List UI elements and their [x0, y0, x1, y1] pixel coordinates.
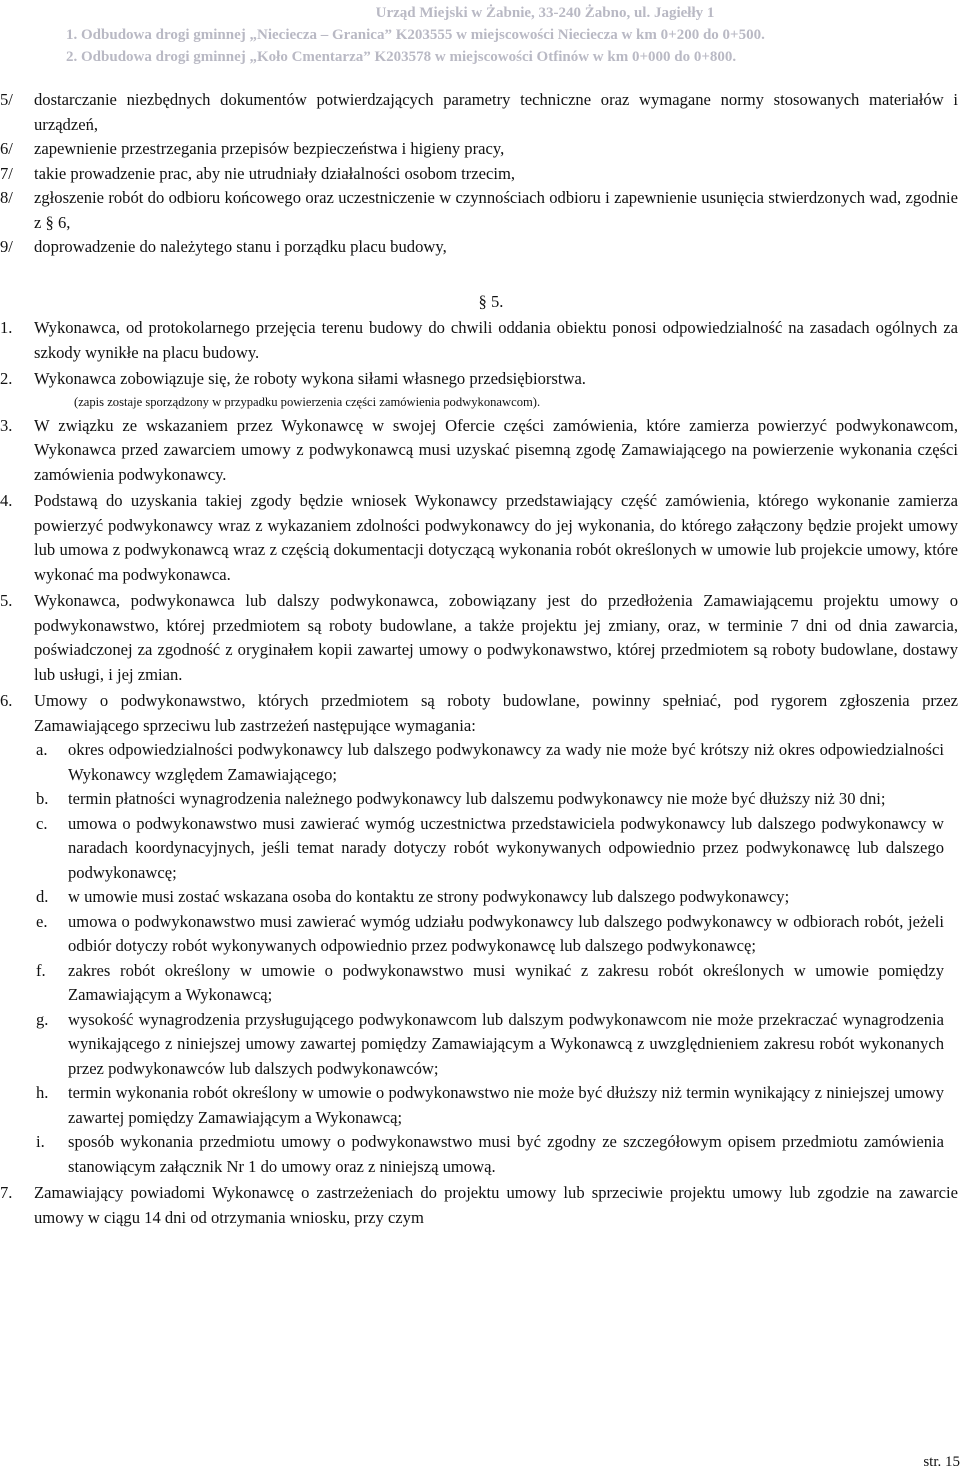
- requirement-item: [0, 959, 960, 1008]
- paragraph: [0, 316, 960, 365]
- item-number: 9/: [0, 237, 13, 256]
- list-item: [0, 235, 960, 260]
- item-letter: a.: [36, 740, 48, 759]
- paragraph: [0, 689, 960, 738]
- section-heading: § 5.: [478, 291, 504, 311]
- numbered-paragraphs-continued: [0, 1181, 960, 1230]
- paragraph-text: Wykonawca, podwykonawca lub dalszy podwykonawca, zobowiązany jest do przedłożenia Zamawiającemu projektu umowy o podwykonawstwo, której przedmiotem są roboty budowlane, a także projektu jej zmiany, oraz, w terminie 7 dni od dnia zawarcia, poświadczonej za zgodność z oryginałem kopii zawartej umowy o podwykonawstwo, której przedmiotem są roboty budowlane, dostawy lub usługi, i jej zmian.: [34, 591, 958, 684]
- item-letter: g.: [36, 1009, 49, 1029]
- paragraph-text: Podstawą do uzyskania takiej zgody będzie wniosek Wykonawcy przedstawiający część zamówienia, którego wykonanie zamierza powierzyć podwykonawcy wraz z wykazaniem zdolności podwykonawcy do jej wykonania, do którego załączony będzie projekt umowy lub umowa z podwykonawcą wraz z częścią dokumentacji dotyczącą wykonania robót określonych w umowie lub projekcie umowy, które wykonać ma podwykonawca.: [34, 491, 958, 584]
- paragraph-text: Umowy o podwykonawstwo, których przedmiotem są roboty budowlane, powinny spełniać, pod rygorem zgłoszenia przez Zamawiającego sprzeciwu lub zastrzeżeń następujące wymagania:: [34, 691, 958, 735]
- paragraph-text: W związku ze wskazaniem przez Wykonawcę w swojej Ofercie części zamówienia, które zamierza powierzyć podwykonawcom, Wykonawca przed zawarciem umowy z podwykonawcą musi uzyskać pisemną zgodę Zamawiającego na powierzenie wykonania części zamówienia podwykonawcy.: [34, 415, 958, 484]
- item-text: termin wykonania robót określony w umowie o podwykonawstwo nie może być dłuższy niż termin wynikający z niniejszej umowy zawartej pomiędzy Zamawiającym a Wykonawcą;: [68, 1083, 944, 1127]
- paragraph-number: 4.: [0, 491, 13, 510]
- item-text: w umowie musi zostać wskazana osoba do kontaktu ze strony podwykonawcy lub dalszego podwykonawcy;: [68, 887, 790, 906]
- item-letter: i.: [36, 1132, 45, 1151]
- requirement-item: [0, 1081, 960, 1130]
- item-letter: c.: [36, 813, 48, 833]
- item-text: umowa o podwykonawstwo musi zawierać wymóg uczestnictwa przedstawiciela podwykonawcy lub dalszego podwykonawcy w naradach koordynacyjnych, jeśli temat narady dotyczy robót wykonywanych odpowiednio przez podwykonawcę lub dalszego podwykonawcę;: [68, 813, 944, 882]
- header-project-1: 1. Odbudowa drogi gminnej „Niecieczа – Granica” K203555 w miejscowości Niecieczа w km 0+200 do 0+500.: [66, 27, 765, 43]
- item-letter: b.: [36, 789, 49, 808]
- paragraph-text: Zamawiający powiadomi Wykonawcę o zastrzeżeniach do projektu umowy lub sprzeciwie projektu umowy lub zgodzie na zawarcie umowy w ciągu 14 dni od otrzymania wniosku, przy czym: [34, 1183, 958, 1227]
- item-text: zapewnienie przestrzegania przepisów bezpieczeństwa i higieny pracy,: [34, 139, 505, 158]
- paragraph-number: 2.: [0, 369, 13, 388]
- paragraph: [0, 489, 960, 587]
- requirement-item: [0, 1130, 960, 1179]
- page-number: str. 15: [923, 1454, 960, 1470]
- item-letter: e.: [36, 911, 48, 931]
- item-number: 8/: [0, 188, 13, 207]
- requirement-item: [0, 885, 960, 910]
- item-text: dostarczanie niezbędnych dokumentów potwierdzających parametry techniczne oraz wymagane normy stosowanych materiałów i urządzeń,: [34, 90, 958, 134]
- item-number: 5/: [0, 90, 13, 109]
- header-project-2: 2. Odbudowa drogi gminnej „Koło Cmentarza” K203578 w miejscowości Otfinów w km 0+000 do 0+800.: [66, 49, 737, 65]
- requirement-item: [0, 787, 960, 812]
- requirement-item: [0, 910, 960, 959]
- requirement-item: [0, 1008, 960, 1082]
- item-text: wysokość wynagrodzenia przysługującego podwykonawcom lub dalszym podwykonawcom nie może przekraczać wynagrodzenia wynikającego z niniejszej umowy zawartej pomiędzy Zamawiającym a Wykonawcą z uwzględnieniem zakresu robót wykonanych przez podwykonawców lub dalszych podwykonawców;: [68, 1009, 944, 1078]
- numbered-paragraphs: [0, 316, 960, 738]
- requirements-list: [0, 738, 960, 1179]
- paragraph-number: 6.: [0, 691, 13, 710]
- item-text: okres odpowiedzialności podwykonawcy lub dalszego podwykonawcy za wady nie może być krótszy niż okres odpowiedzialności Wykonawcy względem Zamawiającego;: [68, 740, 944, 784]
- paragraph-text: Wykonawca zobowiązuje się, że roboty wykona siłami własnego przedsiębiorstwa.: [34, 369, 586, 388]
- item-text: sposób wykonania przedmiotu umowy o podwykonawstwo musi być zgodny ze szczegółowym opisem przedmiotu zamówienia stanowiącym załącznik Nr 1 do umowy oraz z niniejszą umową.: [68, 1132, 944, 1176]
- paragraph-note: (zapis zostaje sporządzony w przypadku powierzenia części zamówienia podwykonawcom).: [74, 394, 541, 409]
- header-office-address: Urząd Miejski w Żabnie, 33-240 Żabno, ul. Jagiełły 1: [375, 5, 715, 21]
- item-letter: d.: [36, 887, 49, 906]
- paragraph: [0, 367, 960, 412]
- item-text: umowa o podwykonawstwo musi zawierać wymóg udziału podwykonawcy lub dalszego podwykonawcy w odbiorach robót, jeżeli odbiór dotyczy robót wykonywanych odpowiednio przez podwykonawcę lub dalszego podwykonawcę;: [68, 911, 944, 955]
- item-text: zakres robót określony w umowie o podwykonawstwo musi wynikać z zakresu robót określonych w umowie pomiędzy Zamawiającym a Wykonawcą;: [68, 960, 944, 1004]
- paragraph: [0, 589, 960, 687]
- paragraph-number: 1.: [0, 318, 13, 337]
- item-number: 7/: [0, 163, 13, 183]
- item-text: termin płatności wynagrodzenia należnego podwykonawcy lub dalszemu podwykonawcy nie może być dłuższy niż 30 dni;: [68, 789, 886, 808]
- page-header: [0, 2, 960, 68]
- paragraph: [0, 414, 960, 488]
- item-text: doprowadzenie do należytego stanu i porządku placu budowy,: [34, 237, 447, 256]
- list-item: [0, 186, 960, 235]
- paragraph-text: Wykonawca, od protokolarnego przejęcia terenu budowy do chwili oddania obiektu ponosi odpowiedzialność na zasadach ogólnych za szkody wynikłe na placu budowy.: [34, 318, 958, 362]
- obligations-list: [0, 88, 960, 260]
- paragraph-number: 5.: [0, 591, 13, 610]
- paragraph: [0, 1181, 960, 1230]
- paragraph-number: 7.: [0, 1183, 13, 1202]
- requirement-item: [0, 738, 960, 787]
- item-number: 6/: [0, 139, 13, 158]
- list-item: [0, 137, 960, 162]
- item-letter: f.: [36, 960, 46, 980]
- item-text: zgłoszenie robót do odbioru końcowego oraz uczestniczenie w czynnościach odbioru i zapewnienie usunięcia stwierdzonych wad, zgodnie z § 6,: [34, 188, 958, 232]
- item-letter: h.: [36, 1083, 49, 1102]
- item-text: takie prowadzenie prac, aby nie utrudniały działalności osobom trzecim,: [34, 163, 516, 183]
- requirement-item: [0, 812, 960, 886]
- paragraph-number: 3.: [0, 415, 13, 435]
- document-body: [0, 88, 960, 1230]
- list-item: [0, 162, 960, 187]
- list-item: [0, 88, 960, 137]
